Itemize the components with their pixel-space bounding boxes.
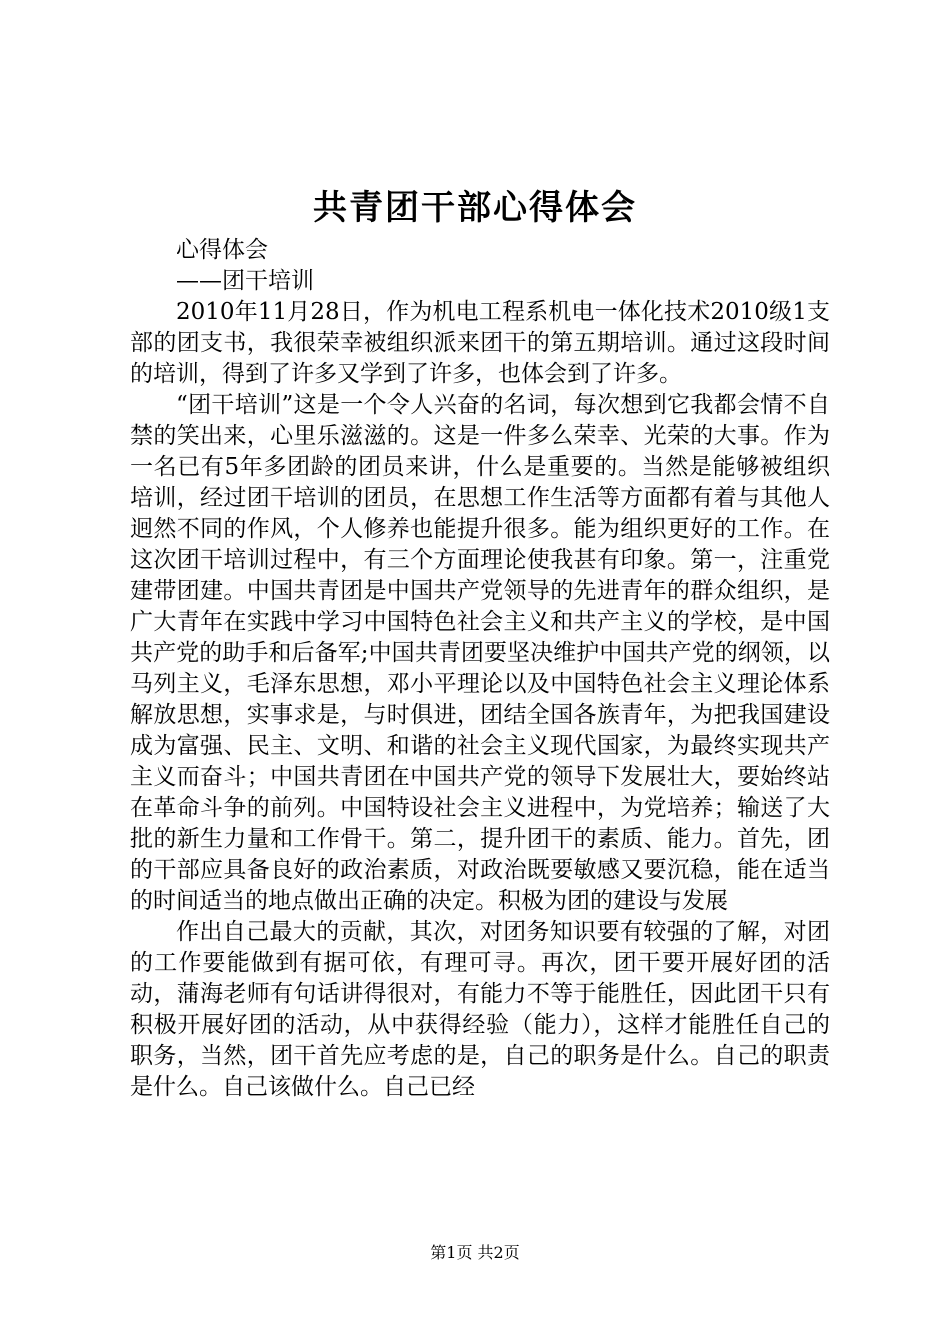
paragraph: 2010年11月28日，作为机电工程系机电一体化技术2010级1支部的团支书，我很荣幸被组织派来团干的第五期培训。通过这段时间的培训，得到了许多又学到了许多，也体会到了许多。 (130, 299, 830, 387)
page-number-footer: 第1页 共2页 (430, 1243, 520, 1262)
subtitle-heart: 心得体会 (176, 237, 268, 263)
paragraph: “团干培训”这是一个令人兴奋的名词，每次想到它我都会情不自禁的笑出来，心里乐滋滋的。这是一件多么荣幸、光荣的大事。作为一名已有5年多团龄的团员来讲，什么是重要的。当然是能够被组织培训，经过团干培训的团员，在思想工作生活等方面都有着与其他人迥然不同的作风，个人修养也能提升很多。能为组织更好的工作。在这次团干培训过程中，有三个方面理论使我甚有印象。第一，注重党建带团建。中国共青团是中国共产党领导的先进青年的群众组织，是广大青年在实践中学习中国特色社会主义和共产主义的学校，是中国共产党的助手和后备军;中国共青团要坚决维护中国共产党的纲领，以马列主义，毛泽东思想，邓小平理论以及中国特色社会主义理论体系解放思想，实事求是，与时俱进，团结全国各族青年，为把我国建设成为富强、民主、文明、和谐的社会主义现代国家，为最终实现共产主义而奋斗；中国共青团在中国共产党的领导下发展壮大，要始终站在革命斗争的前列。中国特设社会主义进程中，为党培养；输送了大批的新生力量和工作骨干。第二，提升团干的素质、能力。首先，团的干部应具备良好的政治素质，对政治既要敏感又要沉稳，能在适当的时间适当的地点做出正确的决定。积极为团的建设与发展 (130, 392, 830, 914)
subtitle-training: ——团干培训 (176, 268, 314, 294)
paragraph: 作出自己最大的贡献，其次，对团务知识要有较强的了解，对团的工作要能做到有据可依，有理可寻。再次，团干要开展好团的活动，蒲海老师有句话讲得很对，有能力不等于能胜任，因此团干只有积极开展好团的活动，从中获得经验（能力），这样才能胜任自己的职务，当然，团干首先应考虑的是，自己的职务是什么。自己的职责是什么。自己该做什么。自己已经 (130, 919, 830, 1100)
document-title: 共青团干部心得体会 (313, 188, 637, 228)
document-body (130, 235, 830, 1103)
